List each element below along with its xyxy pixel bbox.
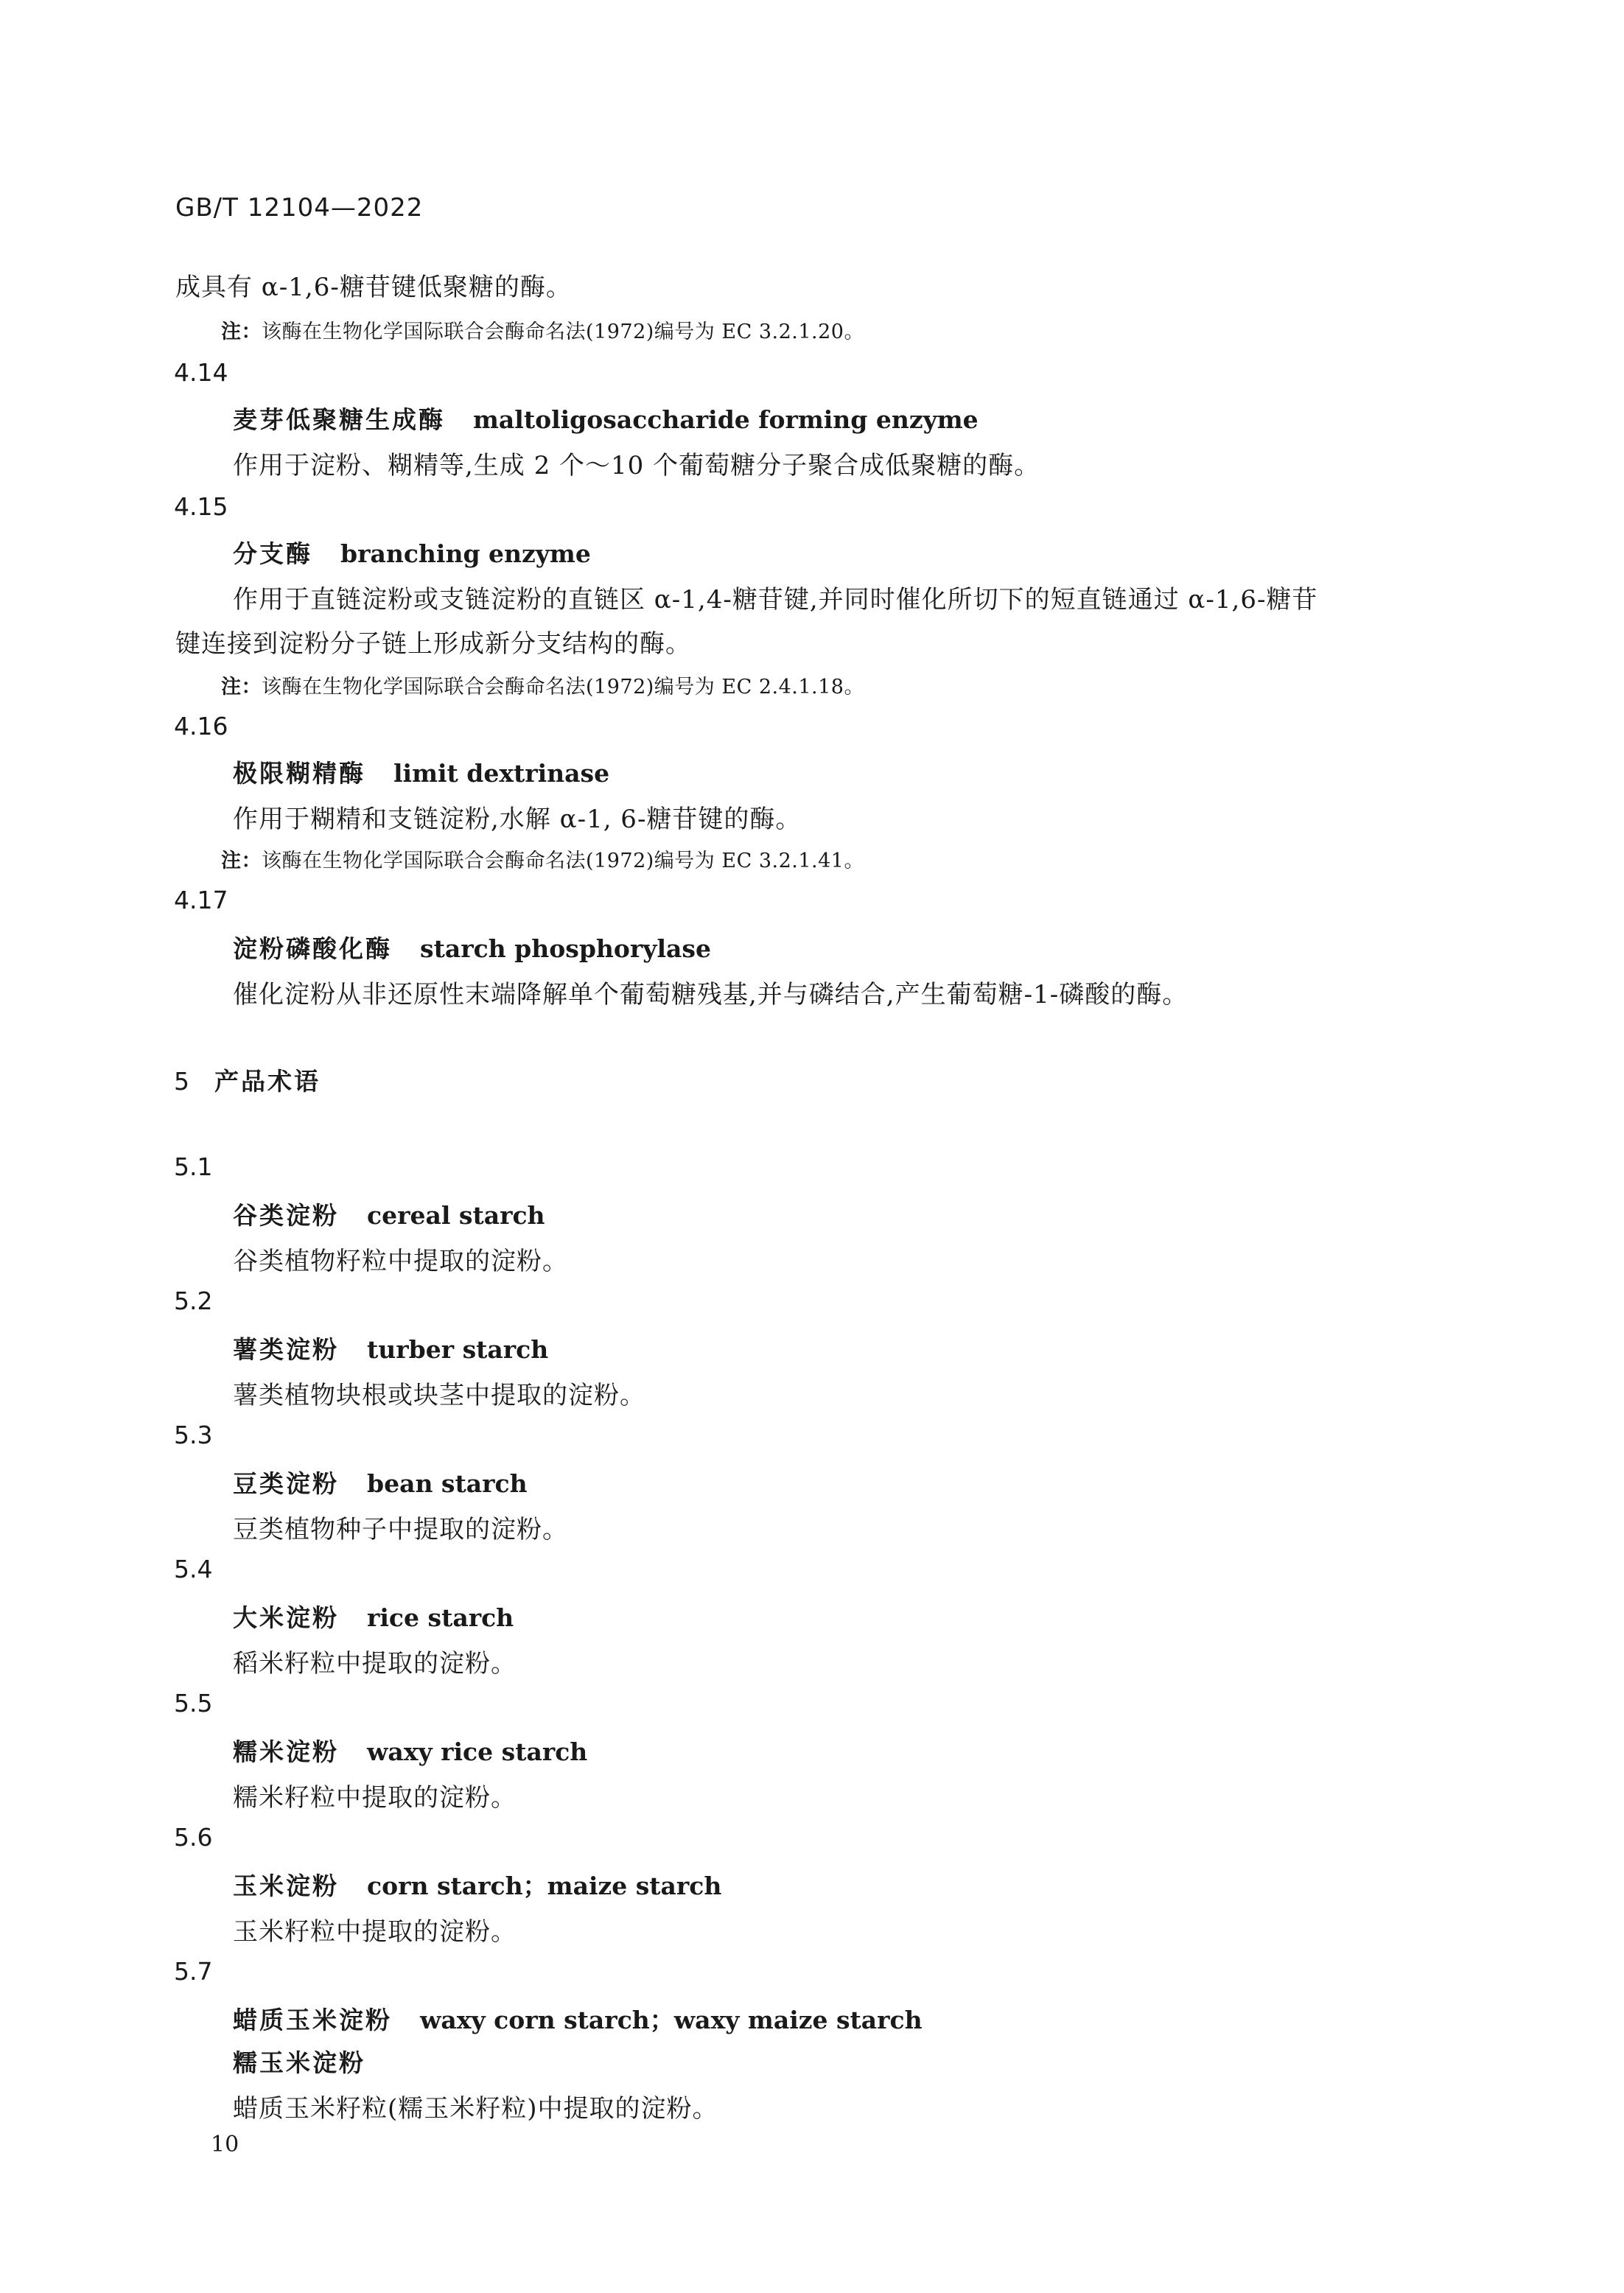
definition: 催化淀粉从非还原性末端降解单个葡萄糖残基,并与磷结合,产生葡萄糖-1-磷酸的酶。 bbox=[233, 980, 1189, 1009]
definition: 玉米籽粒中提取的淀粉。 bbox=[233, 1917, 517, 1947]
note-4-13 bbox=[221, 315, 864, 344]
term-en: maltoligosaccharide forming enzyme bbox=[473, 405, 979, 434]
term-zh: 玉米淀粉 bbox=[233, 1872, 339, 1900]
term-zh: 糯米淀粉 bbox=[233, 1737, 339, 1766]
term-heading bbox=[233, 930, 711, 965]
term-zh: 豆类淀粉 bbox=[233, 1469, 339, 1498]
term-en: rice starch bbox=[367, 1603, 514, 1632]
term-zh: 蜡质玉米淀粉 bbox=[233, 2006, 392, 2034]
term-en: waxy corn starch；waxy maize starch bbox=[420, 2006, 923, 2034]
term-zh: 大米淀粉 bbox=[233, 1603, 339, 1632]
term-zh: 分支酶 bbox=[233, 539, 312, 568]
entry-number: 5.6 bbox=[174, 1823, 213, 1852]
page-number: 10 bbox=[211, 2132, 239, 2157]
note-label: 注： bbox=[221, 676, 262, 699]
note-label: 注： bbox=[221, 321, 262, 343]
entry-number: 4.15 bbox=[174, 492, 228, 521]
term-zh: 麦芽低聚糖生成酶 bbox=[233, 405, 445, 434]
term-zh: 淀粉磷酸化酶 bbox=[233, 934, 392, 963]
alt-term-heading bbox=[233, 2044, 393, 2079]
definition: 谷类植物籽粒中提取的淀粉。 bbox=[233, 1247, 568, 1276]
term-heading bbox=[233, 1599, 514, 1634]
term-heading bbox=[233, 1465, 528, 1499]
definition: 糯米籽粒中提取的淀粉。 bbox=[233, 1783, 517, 1813]
standard-id-header: GB/T 12104—2022 bbox=[175, 193, 424, 223]
term-heading bbox=[233, 755, 609, 789]
entry-number: 5.5 bbox=[174, 1689, 213, 1718]
entry-number: 5.7 bbox=[174, 1957, 213, 1986]
note-4-15 bbox=[221, 671, 864, 699]
note-text: 该酶在生物化学国际联合会酶命名法(1972)编号为 EC 3.2.1.20。 bbox=[262, 321, 864, 343]
term-zh: 薯类淀粉 bbox=[233, 1335, 339, 1364]
note-4-16 bbox=[221, 844, 864, 873]
alt-term-zh: 糯玉米淀粉 bbox=[233, 2048, 365, 2077]
entry-number: 5.2 bbox=[174, 1286, 213, 1315]
entry-number: 4.14 bbox=[174, 358, 228, 387]
definition: 作用于淀粉、糊精等,生成 2 个～10 个葡萄糖分子聚合成低聚糖的酶。 bbox=[233, 451, 1040, 480]
term-en: turber starch bbox=[367, 1335, 549, 1364]
term-heading bbox=[233, 1331, 548, 1365]
term-en: limit dextrinase bbox=[393, 759, 610, 788]
definition: 豆类植物种子中提取的淀粉。 bbox=[233, 1515, 568, 1544]
term-heading bbox=[233, 401, 979, 435]
definition: 薯类植物块根或块茎中提取的淀粉。 bbox=[233, 1381, 645, 1410]
term-zh: 谷类淀粉 bbox=[233, 1201, 339, 1230]
section-title: 产品术语 bbox=[214, 1067, 321, 1096]
entry-number: 4.17 bbox=[174, 886, 228, 914]
note-label: 注： bbox=[221, 850, 262, 872]
term-heading bbox=[233, 535, 591, 570]
entry-number: 4.16 bbox=[174, 712, 228, 741]
note-text: 该酶在生物化学国际联合会酶命名法(1972)编号为 EC 3.2.1.41。 bbox=[262, 850, 864, 872]
definition: 蜡质玉米籽粒(糯玉米籽粒)中提取的淀粉。 bbox=[233, 2094, 718, 2124]
section-heading bbox=[174, 1063, 321, 1097]
term-en: branching enzyme bbox=[340, 539, 591, 568]
term-en: cereal starch bbox=[367, 1201, 545, 1230]
definition: 作用于糊精和支链淀粉,水解 α-1, 6-糖苷键的酶。 bbox=[233, 805, 802, 834]
entry-number: 5.3 bbox=[174, 1421, 213, 1449]
term-en: corn starch；maize starch bbox=[367, 1872, 722, 1900]
term-en: bean starch bbox=[367, 1469, 528, 1498]
definition-line-2: 键连接到淀粉分子链上形成新分支结构的酶。 bbox=[175, 629, 691, 659]
term-en: starch phosphorylase bbox=[420, 934, 711, 963]
term-en: waxy rice starch bbox=[367, 1737, 588, 1766]
definition-line-1: 作用于直链淀粉或支链淀粉的直链区 α-1,4-糖苷键,并同时催化所切下的短直链通过 α-1,6-糖苷 bbox=[233, 585, 1318, 615]
entry-number: 5.1 bbox=[174, 1152, 213, 1181]
term-heading bbox=[233, 1197, 545, 1231]
term-heading bbox=[233, 1733, 587, 1768]
note-text: 该酶在生物化学国际联合会酶命名法(1972)编号为 EC 2.4.1.18。 bbox=[262, 676, 864, 699]
definition: 稻米籽粒中提取的淀粉。 bbox=[233, 1649, 517, 1678]
continuation-line: 成具有 α-1,6-糖苷键低聚糖的酶。 bbox=[175, 273, 572, 302]
term-zh: 极限糊精酶 bbox=[233, 759, 365, 788]
entry-number: 5.4 bbox=[174, 1555, 213, 1583]
term-heading bbox=[233, 2001, 923, 2036]
term-heading bbox=[233, 1867, 721, 1902]
section-number: 5 bbox=[174, 1067, 189, 1096]
